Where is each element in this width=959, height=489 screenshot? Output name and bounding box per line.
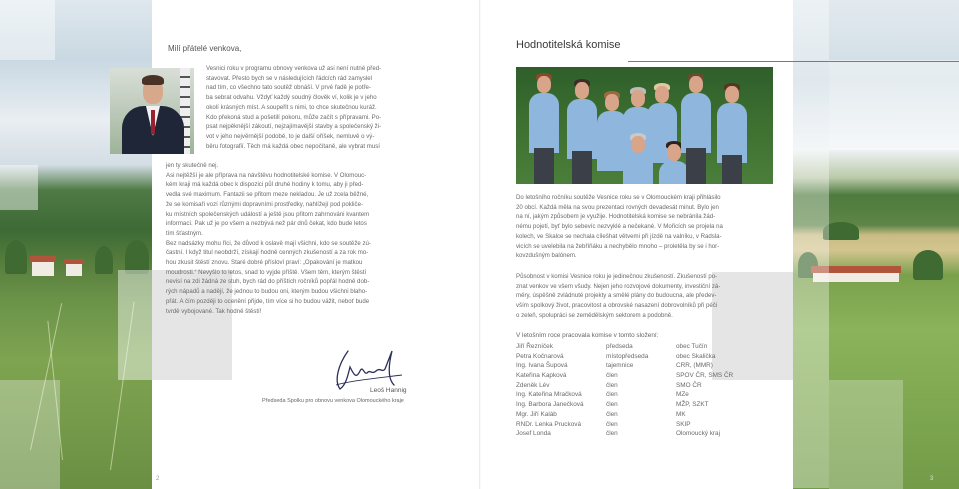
text-line: vším spolkový život, pracovitost a obrovské nasazení dobrovolníků při péči <box>516 302 718 310</box>
text-line: ba sebrat odvahu. Vždyť každý soudný člověk ví, kolik je v jeho <box>206 94 377 102</box>
text-line: Bez nadsázky mohu říci, že důvod k oslavě mají všichni, kdo se soutěže zú- <box>166 239 371 247</box>
member-name: Ing. Kateřina Mračková <box>516 391 582 399</box>
member-name: RNDr. Lenka Prucková <box>516 420 581 428</box>
member-role: místopředseda <box>606 352 649 360</box>
text-line: Kdo překoná stud a pošetilí pokoru, může začít s přípravami. Po- <box>206 113 382 121</box>
tie <box>151 110 155 134</box>
text-line: informací. Pak už je po všem a nezbývá než pár dnů čekat, kdo bude letos <box>166 220 367 228</box>
member-organization: MK <box>676 410 686 418</box>
member-organization: Olomoucký kraj <box>676 430 721 438</box>
overlay-square <box>0 380 60 489</box>
member-role: člen <box>606 381 618 389</box>
page-title: Hodnotitelská komise <box>516 39 621 51</box>
text-line: nevisí na zdi žádná ze stuh, bych rád do příštích ročníků popřál hodně dob- <box>166 278 370 286</box>
text-line: psat nejpěknější zákoutí, nejzajímavější stavby a společenský ži- <box>206 123 382 131</box>
trousers <box>534 148 554 184</box>
member-row <box>516 400 776 410</box>
text-line: nad tím, co všechno tato soutěž obnáší. V prvé řadě je potře- <box>206 84 371 92</box>
face <box>575 82 589 99</box>
committee-experience-paragraph <box>516 272 773 321</box>
member-row <box>516 342 776 352</box>
member-name: Josef Londa <box>516 430 551 438</box>
member-row <box>516 410 776 420</box>
team-member-figure <box>676 73 716 184</box>
text-line: vot v jeho nejvěrnější podobě, to je další oříšek, nemluvě o vý- <box>206 132 375 140</box>
member-organization: SMO ČR <box>676 381 702 389</box>
member-organization: obec Tučín <box>676 343 708 350</box>
text-line: častní. I když titul neobdrží, získají hodně cenných zkušeností a za rok mo- <box>166 249 369 257</box>
member-row <box>516 390 776 400</box>
member-role: tajemnice <box>606 362 634 370</box>
text-line: o zeleň, spolupráci se zemědělským sektorem a podobně. <box>516 311 673 319</box>
trousers <box>572 151 592 184</box>
overlay-square <box>793 0 829 488</box>
text-line: kovzdušným balónem. <box>516 252 577 260</box>
overlay-square <box>0 165 38 210</box>
member-role: člen <box>606 401 618 409</box>
author-portrait <box>110 68 194 154</box>
title-rule <box>628 61 959 62</box>
member-organization: SPOV ČR, SMS ČR <box>676 372 734 380</box>
landscape-photo-right <box>793 0 959 489</box>
face <box>725 86 739 103</box>
member-name: Ing. Barbora Janečková <box>516 401 584 409</box>
member-role: předseda <box>606 343 633 350</box>
text-line: rých nápadů a nadějí, že jednou to budou oni, kterým budou všichni blaho- <box>166 288 368 296</box>
face <box>689 76 703 93</box>
member-name: Kateřina Kapková <box>516 372 567 380</box>
committee-members-list <box>516 342 776 439</box>
committee-intro-paragraph <box>516 193 773 261</box>
house-wall <box>32 262 54 276</box>
text-line: běru fotografií. Těch má každá obec nepočítaně, ale vybrat musí <box>206 142 380 150</box>
member-role: člen <box>606 391 618 399</box>
text-line: měry, úspěšně zvládnuté projekty a smělé plány do budoucna, ale předev- <box>516 292 717 300</box>
trousers <box>722 155 742 184</box>
blue-shirt <box>717 103 747 163</box>
member-name: Zdeněk Lév <box>516 381 550 389</box>
member-name: Petra Kočnarová <box>516 352 564 360</box>
text-line: tím šťastným. <box>166 229 203 237</box>
member-organization: MZe <box>676 391 689 399</box>
member-name: Mgr. Jiří Kaláb <box>516 410 557 418</box>
blue-shirt <box>567 99 597 159</box>
member-organization: CRR, (MMR) <box>676 362 713 370</box>
house-wall <box>66 264 82 276</box>
member-row <box>516 381 776 391</box>
tree-shape <box>95 246 113 274</box>
member-role: člen <box>606 372 618 380</box>
overlay-square <box>0 0 55 60</box>
text-line: moudrosti.“ Nevyšlo to letos, snad to vyjde příště. Všem těm, kterým štěstí <box>166 268 367 276</box>
tree-shape <box>5 240 27 274</box>
page-fold <box>479 0 481 489</box>
page-number-right: 3 <box>930 476 934 482</box>
member-organization: obec Skalička <box>676 352 716 360</box>
member-row <box>516 352 776 362</box>
text-line: Asi nejtěžší je ale příprava na návštěvu hodnotitelské komise. V Olomouc- <box>166 171 367 179</box>
overlay-square <box>118 270 152 380</box>
team-member-figure <box>524 73 564 184</box>
member-name: Jiří Řezníček <box>516 343 553 350</box>
face <box>537 76 551 93</box>
tree-shape <box>125 240 149 274</box>
text-line: Do letošního ročníku soutěže Vesnice roku se v Olomouckém kraji přihlásilo <box>516 194 721 201</box>
intro-paragraph <box>206 64 424 151</box>
text-line: Vesnici roku v programu obnovy venkova už asi není nutné před- <box>206 65 382 72</box>
hair <box>142 75 164 85</box>
committee-team-photo <box>516 67 773 184</box>
page-number-left: 2 <box>156 476 160 482</box>
team-member-figure <box>620 133 656 184</box>
text-line: Působnost v komisi Vesnice roku je jedinečnou zkušeností. Zkušeností po- <box>516 273 718 280</box>
member-organization: MŽP, SZKT <box>676 401 709 409</box>
greeting: Milí přátelé venkova, <box>168 44 242 53</box>
text-line: 20 obcí. Každá měla na svou prezentaci rovných devadesát minut. Bylo jen <box>516 203 719 211</box>
text-line: znat venkov ve všem všudy. Nejen jeho rozvojové dokumenty, investiční zá- <box>516 282 721 290</box>
handwritten-signature <box>330 345 410 393</box>
member-row <box>516 361 776 371</box>
main-paragraph <box>166 161 424 316</box>
face <box>631 136 645 153</box>
face <box>631 90 645 107</box>
text-line: že se komisaři vozí různými dopravními prostředky, nahlížejí pod pokliče- <box>166 200 363 208</box>
text-line: hou zkusit štěstí znovu. Staré dobré přísloví praví: „Opakování je matkou <box>166 259 363 267</box>
blue-shirt <box>529 93 559 153</box>
overlay-square <box>829 380 903 489</box>
member-row <box>516 420 776 430</box>
text-line: na ní, jakým způsobem je využije. Hodnotitelská komise se nebránila žád- <box>516 213 716 221</box>
overlay-square <box>829 60 959 150</box>
member-role: člen <box>606 420 618 428</box>
member-role: člen <box>606 430 618 438</box>
team-member-figure <box>712 83 752 184</box>
face <box>605 94 619 111</box>
member-row <box>516 371 776 381</box>
text-line: jen ty skutečně nej. <box>166 162 219 169</box>
text-line: kolech, ve Skalce se nechala cílešhat větvemi při jízdě na valníku, v Radsla- <box>516 232 722 240</box>
tree-shape <box>913 250 943 280</box>
text-line: nému pojetí, byť bylo sebevíc nezvyklé a nečekané. V Mořicích se projela na <box>516 223 723 231</box>
text-line: vedla své maximum. Fantazii se přitom meze nekladou. Je už zcela běžné, <box>166 191 369 199</box>
member-role: člen <box>606 410 618 418</box>
text-line: stavovat. Přesto bych se v následujících řádcích rád zamyslel <box>206 74 372 82</box>
signature-name: Leoš Hannig <box>370 387 407 394</box>
member-organization: SKIP <box>676 420 691 428</box>
text-line: ku místních společenských událostí a ještě jsou přitom zahrnováni kvantem <box>166 210 370 218</box>
member-row <box>516 429 776 439</box>
blue-shirt <box>681 93 711 153</box>
blue-shirt <box>623 153 653 184</box>
member-name: Ing. Ivana Šupová <box>516 362 568 370</box>
members-heading: V letošním roce pracovala komise v tomto složení: <box>516 332 659 339</box>
text-line: vicích se uvelebila na žebříňáku a nechybělo mnoho – proletěla by se i hor- <box>516 242 720 250</box>
trousers <box>686 148 706 184</box>
face <box>655 86 669 103</box>
text-line: tvrdě vybojované. Tak hodně štěstí! <box>166 307 262 315</box>
text-line: okolí krásných míst. A soupeřit s nimi, to chce skutečnou kuráž. <box>206 103 377 111</box>
text-line: kém kraji má každá obec k dispozici půl druhé hodiny k tomu, aby ji před- <box>166 181 364 189</box>
text-line: přát. A čím později to ocenění přijde, tím více si ho budou vážit, neboť bude <box>166 297 370 305</box>
signature-role: Předseda Spolku pro obnovu venkova Olomouckého kraje <box>262 398 404 404</box>
